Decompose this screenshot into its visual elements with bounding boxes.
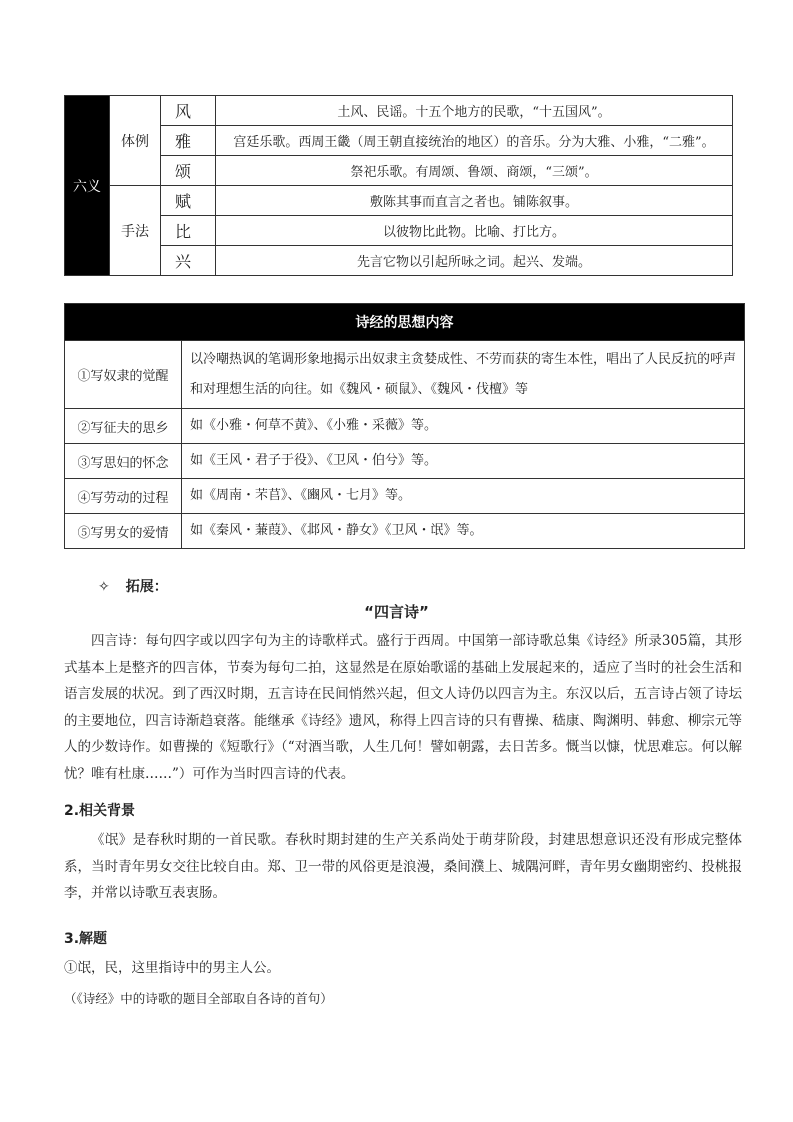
jieti-heading: 3.解题 [64, 931, 108, 947]
row-text: 如《小雅・何草不黄》、《小雅・采薇》等。 [182, 409, 745, 444]
desc-fu: 敷陈其事而直言之者也。铺陈叙事。 [216, 186, 733, 216]
group-shoufa: 手法 [110, 186, 161, 276]
desc-song: 祭祀乐歌。有周颂、鲁颂、商颂，“三颂”。 [216, 156, 733, 186]
term-ya: 雅 [161, 126, 216, 156]
row-text: 如《秦风・蒹葭》、《邶风・静女》《卫风・氓》等。 [182, 514, 745, 549]
background-heading: 2.相关背景 [64, 803, 136, 819]
extension-paragraph: 四言诗：每句四字或以四字句为主的诗歌样式。盛行于西周。中国第一部诗歌总集《诗经》所录305篇，其形式基本上是整齐的四言体，节奏为每句二拍，这显然是在原始歌谣的基础上发展起来的，适应了当时的社会生活和语言发展的状况。到了西汉时期，五言诗在民间悄然兴起，但文人诗仍以四言为主。东汉以后，五言诗占领了诗坛的主要地位，四言诗渐趋衰落。能继承《诗经》遗风，称得上四言诗的只有曹操、嵇康、陶渊明、韩愈、柳宗元等人的少数诗作。如曹操的《短歌行》（“对酒当歌，人生几何！譬如朝露，去日苦多。慨当以慷，忧思难忘。何以解忧？唯有杜康……”）可作为当时四言诗的代表。 [64, 633, 742, 782]
term-feng: 风 [161, 96, 216, 126]
background-paragraph: 《氓》是春秋时期的一首民歌。春秋时期封建的生产关系尚处于萌芽阶段，封建思想意识还没有形成完整体系，当时青年男女交往比较自由。郑、卫一带的风俗更是浪漫，桑间濮上、城隅河畔，青年男女幽期密约、投桃报李，并常以诗歌互表衷肠。 [64, 832, 742, 901]
term-song: 颂 [161, 156, 216, 186]
background-paragraph-block [64, 827, 742, 907]
extension-heading [98, 576, 168, 596]
row-label: ⑤写男女的爱情 [65, 514, 182, 549]
sixiang-table [64, 303, 745, 549]
diamond-icon: ✧ [98, 579, 110, 595]
desc-xing: 先言它物以引起所咏之词。起兴、发端。 [216, 246, 733, 276]
desc-ya: 宫廷乐歌。西周王畿（周王朝直接统治的地区）的音乐。分为大雅、小雅，“二雅”。 [216, 126, 733, 156]
group-tili: 体例 [110, 96, 161, 186]
term-fu: 赋 [161, 186, 216, 216]
row-label: ①写奴隶的觉醒 [65, 341, 182, 409]
row-text: 如《周南・芣苢》、《豳风・七月》等。 [182, 479, 745, 514]
row-text: 以冷嘲热讽的笔调形象地揭示出奴隶主贪婪成性、不劳而获的寄生本性，唱出了人民反抗的呼声和对理想生活的向往。如《魏风・硕鼠》、《魏风・伐檀》等 [182, 341, 745, 409]
liuyi-table [64, 95, 733, 276]
liuyi-label: 六义 [65, 96, 110, 276]
extension-paragraph-block [64, 628, 742, 787]
row-label: ④写劳动的过程 [65, 479, 182, 514]
sixiang-title: 诗经的思想内容 [65, 304, 745, 341]
desc-bi: 以彼物比此物。比喻、打比方。 [216, 216, 733, 246]
term-xing: 兴 [161, 246, 216, 276]
extension-heading-text: 拓展： [125, 579, 168, 595]
desc-feng: 土风、民谣。十五个地方的民歌，“十五国风”。 [216, 96, 733, 126]
row-text: 如《王风・君子于役》、《卫风・伯兮》等。 [182, 444, 745, 479]
term-bi: 比 [161, 216, 216, 246]
row-label: ③写思妇的怀念 [65, 444, 182, 479]
row-label: ②写征夫的思乡 [65, 409, 182, 444]
jieti-line-2: （《诗经》中的诗歌的题目全部取自各诗的首句） [64, 991, 333, 1006]
jieti-line-1: ①氓，民，这里指诗中的男主人公。 [64, 960, 280, 976]
extension-title: “四言诗” [364, 603, 429, 621]
